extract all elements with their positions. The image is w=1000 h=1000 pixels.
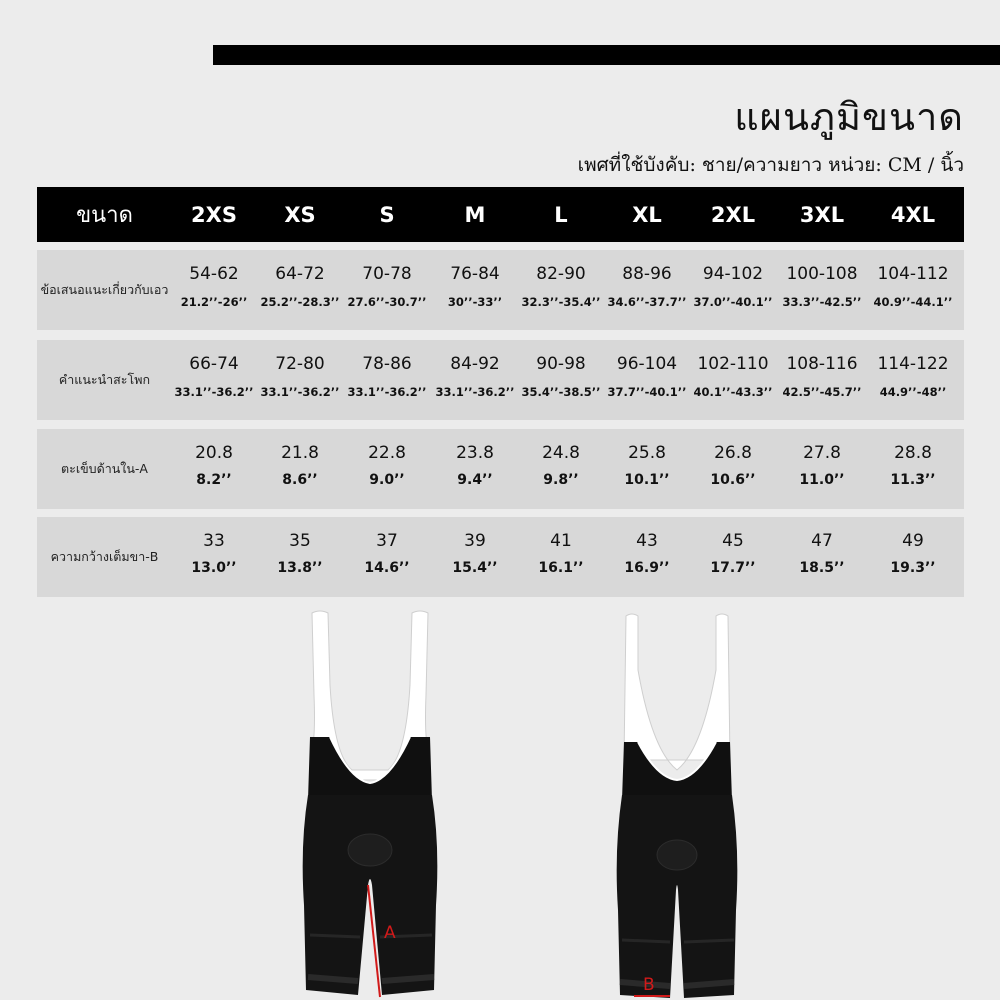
row-label-inseam: ตะเข็บด้านใน-A	[61, 461, 148, 476]
cell-cm: 70-78	[362, 264, 412, 284]
table-row-leg-width	[37, 517, 964, 597]
table-cell	[603, 429, 691, 509]
cell-inch: 25.2’’-28.3’’	[260, 295, 340, 309]
cell-cm: 24.8	[542, 443, 580, 463]
table-cell	[869, 517, 957, 597]
size-header-l: L	[554, 202, 568, 227]
cell-cm: 84-92	[450, 354, 500, 374]
size-header-label: ขนาด	[76, 203, 133, 228]
cell-cm: 21.8	[281, 443, 319, 463]
table-cell	[603, 250, 691, 330]
cell-cm: 88-96	[622, 264, 672, 284]
bib-shorts-back-illustration	[612, 610, 742, 1000]
table-cell	[343, 250, 431, 330]
table-cell	[431, 250, 519, 330]
cell-inch: 33.1’’-36.2’’	[174, 385, 254, 399]
table-cell	[778, 517, 866, 597]
table-cell	[517, 250, 605, 330]
cell-cm: 108-116	[786, 354, 858, 374]
cell-cm: 96-104	[616, 354, 678, 374]
leg-width-marker-label: B	[643, 975, 655, 995]
cell-inch: 33.1’’-36.2’’	[260, 385, 340, 399]
cell-inch: 21.2’’-26’’	[180, 295, 248, 309]
cell-inch: 40.9’’-44.1’’	[873, 295, 953, 309]
cell-cm: 39	[464, 531, 486, 551]
table-cell	[256, 429, 344, 509]
cell-inch: 9.0’’	[369, 472, 405, 488]
cell-inch: 37.7’’-40.1’’	[607, 385, 687, 399]
cell-inch: 10.6’’	[710, 472, 756, 488]
cell-cm: 23.8	[456, 443, 494, 463]
cell-inch: 16.9’’	[624, 560, 670, 576]
cell-cm: 66-74	[189, 354, 239, 374]
table-cell	[517, 517, 605, 597]
cell-inch: 37.0’’-40.1’’	[693, 295, 773, 309]
cell-inch: 35.4’’-38.5’’	[521, 385, 601, 399]
table-cell	[256, 250, 344, 330]
cell-cm: 47	[811, 531, 833, 551]
table-cell	[343, 429, 431, 509]
size-header-3xl: 3XL	[799, 202, 845, 227]
table-cell	[869, 340, 957, 420]
cell-cm: 37	[376, 531, 398, 551]
cell-inch: 9.4’’	[457, 472, 493, 488]
cell-inch: 8.2’’	[196, 472, 232, 488]
cell-inch: 15.4’’	[452, 560, 498, 576]
size-header-xs: XS	[284, 202, 316, 227]
cell-cm: 72-80	[275, 354, 325, 374]
table-cell	[869, 250, 957, 330]
table-cell	[256, 517, 344, 597]
cell-inch: 33.1’’-36.2’’	[347, 385, 427, 399]
cell-cm: 27.8	[803, 443, 841, 463]
table-cell	[517, 340, 605, 420]
bib-shorts-front-illustration	[290, 605, 450, 1000]
cell-inch: 16.1’’	[538, 560, 584, 576]
table-cell	[689, 340, 777, 420]
cell-inch: 33.1’’-36.2’’	[435, 385, 515, 399]
table-cell	[869, 429, 957, 509]
cell-inch: 13.0’’	[191, 560, 237, 576]
table-cell	[170, 250, 258, 330]
cell-inch: 10.1’’	[624, 472, 670, 488]
cell-cm: 102-110	[697, 354, 769, 374]
table-row-hip	[37, 340, 964, 420]
table-cell	[603, 517, 691, 597]
table-cell	[778, 429, 866, 509]
cell-cm: 104-112	[877, 264, 949, 284]
row-label-leg-width: ความกว้างเต็มขา-B	[50, 549, 159, 564]
table-cell	[170, 340, 258, 420]
cell-inch: 13.8’’	[277, 560, 323, 576]
size-header-s: S	[379, 202, 395, 227]
row-label-hip: คำแนะนำสะโพก	[58, 372, 151, 387]
cell-cm: 45	[722, 531, 744, 551]
size-header-4xl: 4XL	[890, 202, 936, 227]
table-cell	[170, 429, 258, 509]
table-cell	[431, 517, 519, 597]
cell-inch: 42.5’’-45.7’’	[782, 385, 862, 399]
cell-inch: 44.9’’-48’’	[879, 385, 947, 399]
cell-cm: 76-84	[450, 264, 500, 284]
table-row-waist	[37, 250, 964, 330]
cell-cm: 20.8	[195, 443, 233, 463]
inseam-marker-label: A	[384, 923, 396, 943]
cell-cm: 33	[203, 531, 225, 551]
size-header-m: M	[464, 202, 486, 227]
table-cell	[603, 340, 691, 420]
page-subtitle: เพศที่ใช้บังคับ: ชาย/ความยาว หน่วย: CM / นิ้ว	[577, 154, 964, 176]
cell-cm: 82-90	[536, 264, 586, 284]
table-cell	[517, 429, 605, 509]
decorative-top-bar	[213, 45, 1000, 65]
size-header-row	[37, 187, 964, 242]
cell-cm: 41	[550, 531, 572, 551]
size-header-2xs: 2XS	[191, 202, 237, 227]
table-cell	[256, 340, 344, 420]
table-cell	[778, 250, 866, 330]
size-header-xl: XL	[632, 202, 662, 227]
table-cell	[343, 340, 431, 420]
cell-inch: 17.7’’	[710, 560, 756, 576]
cell-cm: 26.8	[714, 443, 752, 463]
table-cell	[431, 340, 519, 420]
cell-cm: 22.8	[368, 443, 406, 463]
table-cell	[170, 517, 258, 597]
cell-inch: 11.3’’	[890, 472, 936, 488]
cell-inch: 27.6’’-30.7’’	[347, 295, 427, 309]
cell-cm: 94-102	[702, 264, 764, 284]
cell-inch: 32.3’’-35.4’’	[521, 295, 601, 309]
cell-cm: 28.8	[894, 443, 932, 463]
cell-cm: 25.8	[628, 443, 666, 463]
table-cell	[431, 429, 519, 509]
table-cell	[689, 429, 777, 509]
cell-inch: 8.6’’	[282, 472, 318, 488]
cell-cm: 100-108	[786, 264, 858, 284]
cell-cm: 43	[636, 531, 658, 551]
cell-cm: 35	[289, 531, 311, 551]
cell-cm: 114-122	[877, 354, 949, 374]
cell-inch: 9.8’’	[543, 472, 579, 488]
cell-inch: 30’’-33’’	[447, 295, 503, 309]
cell-cm: 49	[902, 531, 924, 551]
table-cell	[778, 340, 866, 420]
cell-inch: 18.5’’	[799, 560, 845, 576]
cell-cm: 54-62	[189, 264, 239, 284]
cell-inch: 34.6’’-37.7’’	[607, 295, 687, 309]
table-row-inseam	[37, 429, 964, 509]
cell-inch: 40.1’’-43.3’’	[693, 385, 773, 399]
page-title: แผนภูมิขนาด	[734, 95, 964, 139]
cell-cm: 64-72	[275, 264, 325, 284]
table-cell	[689, 517, 777, 597]
cell-cm: 90-98	[536, 354, 586, 374]
cell-inch: 33.3’’-42.5’’	[782, 295, 862, 309]
cell-inch: 19.3’’	[890, 560, 936, 576]
cell-cm: 78-86	[362, 354, 412, 374]
table-cell	[343, 517, 431, 597]
cell-inch: 11.0’’	[799, 472, 845, 488]
size-header-2xl: 2XL	[710, 202, 756, 227]
table-cell	[689, 250, 777, 330]
cell-inch: 14.6’’	[364, 560, 410, 576]
row-label-waist: ข้อเสนอแนะเกี่ยวกับเอว	[40, 282, 169, 297]
